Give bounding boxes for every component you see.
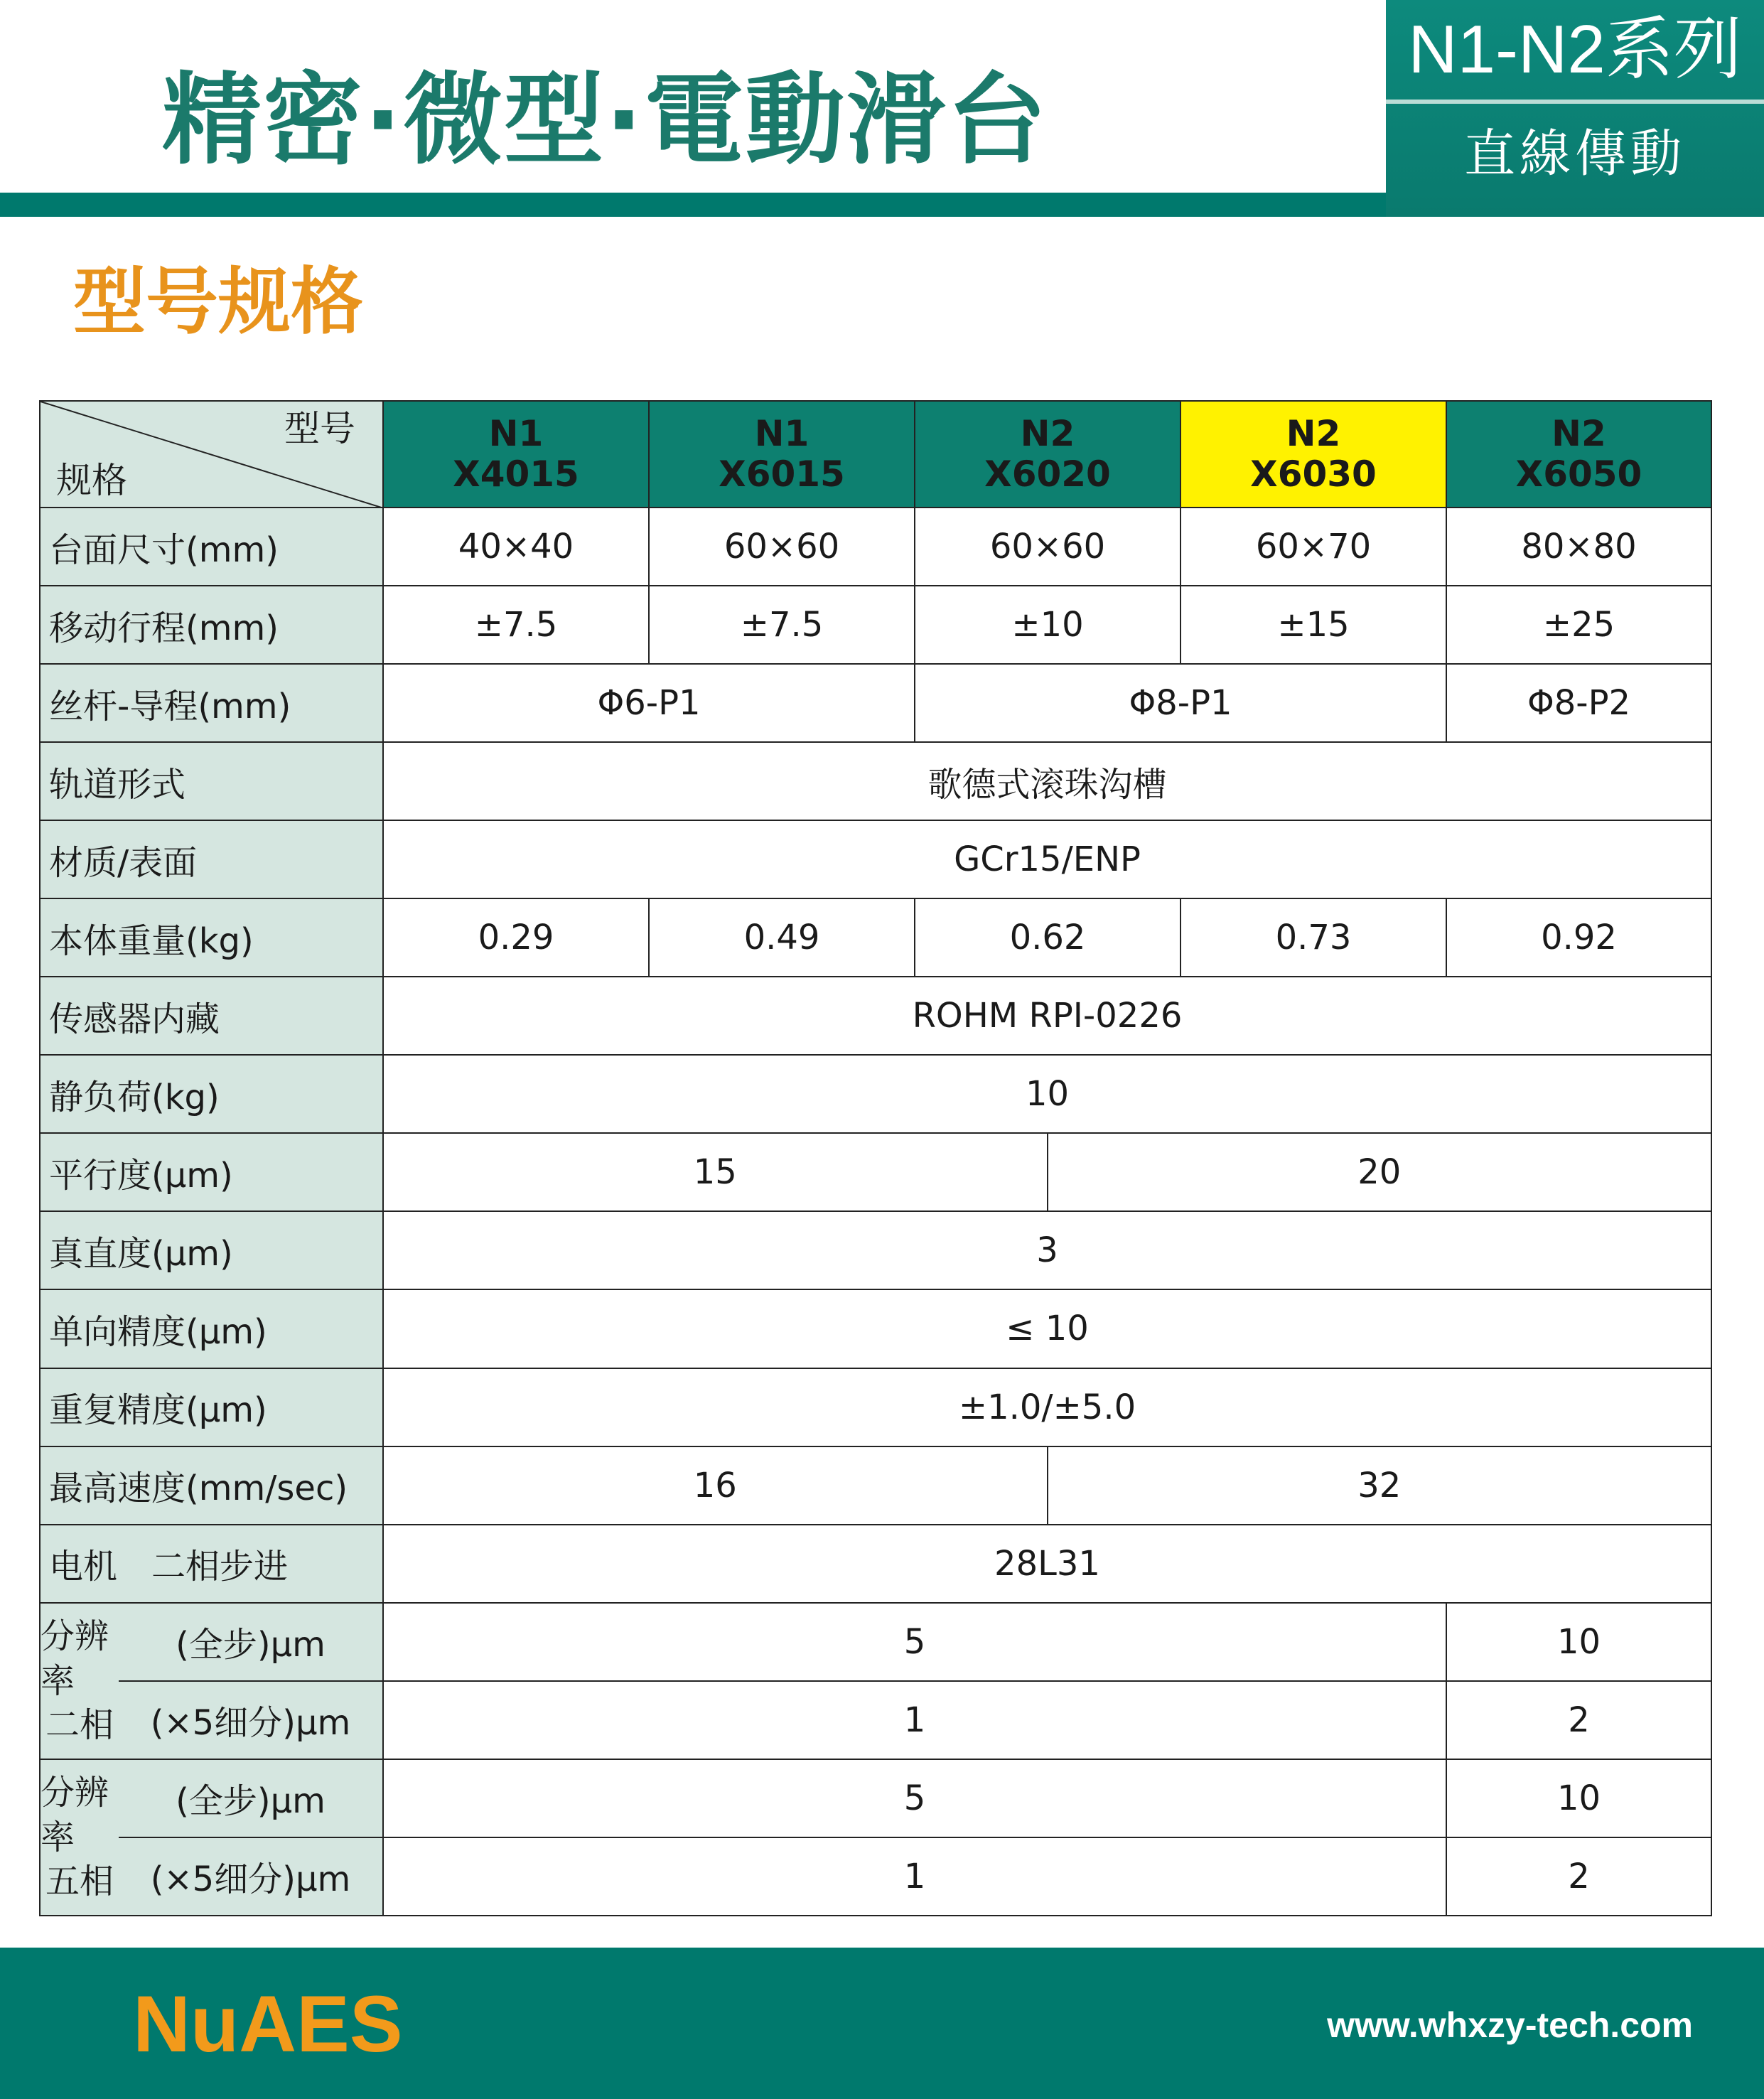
table-cell: GCr15/ENP — [383, 820, 1711, 898]
series-divider — [1386, 100, 1764, 104]
table-row — [40, 1055, 1711, 1133]
table-cell: 16 — [384, 1447, 1048, 1524]
model-series: N2 — [1286, 412, 1341, 454]
table-cell: 10 — [1446, 1759, 1711, 1837]
table-row — [40, 977, 1711, 1055]
table-cell: 5 — [383, 1759, 1446, 1837]
model-series: N2 — [1020, 412, 1075, 454]
table-cell: ROHM RPI-0226 — [383, 977, 1711, 1055]
table-row — [40, 898, 1711, 977]
row-label: 单向精度(μm) — [40, 1289, 383, 1368]
table-cell: 32 — [1357, 1465, 1402, 1505]
table-cell: ±25 — [1446, 586, 1711, 664]
corner-model-label: 型号 — [284, 408, 355, 449]
table-cell: 5 — [383, 1603, 1446, 1681]
model-code: X6020 — [984, 453, 1111, 495]
table-cell: 0.73 — [1181, 898, 1446, 977]
table-cell: ≤ 10 — [383, 1289, 1711, 1368]
model-series: N1 — [488, 412, 544, 454]
model-code: X6030 — [1250, 453, 1377, 495]
table-cell: 2 — [1446, 1837, 1711, 1916]
table-cell: Φ8-P2 — [1446, 664, 1711, 742]
model-header — [383, 401, 649, 508]
row-label: 本体重量(kg) — [40, 898, 383, 977]
table-cell: 歌德式滚珠沟槽 — [383, 742, 1711, 820]
model-header — [649, 401, 915, 508]
series-title: N1-N2系列 — [1408, 11, 1742, 87]
section-title: 型号规格 — [73, 260, 363, 345]
split-cell — [383, 1133, 1711, 1211]
corner-cell — [40, 401, 383, 508]
series-subtitle: 直線傳動 — [1463, 124, 1686, 183]
table-row — [40, 1368, 1711, 1446]
row-label: 材质/表面 — [40, 820, 383, 898]
table-row — [40, 1603, 1711, 1681]
row-label: 台面尺寸(mm) — [40, 508, 383, 586]
table-row — [40, 1446, 1711, 1525]
table-cell: 40×40 — [383, 508, 649, 586]
table-row — [40, 1837, 1711, 1916]
table-row — [40, 1211, 1711, 1289]
table-row — [40, 1133, 1711, 1211]
model-header — [1446, 401, 1711, 508]
row-label: 平行度(μm) — [40, 1133, 383, 1211]
model-code: X6015 — [719, 453, 845, 495]
row-label: 电机 二相步进 — [40, 1525, 383, 1603]
table-cell: ±10 — [915, 586, 1181, 664]
table-cell: ±15 — [1181, 586, 1446, 664]
spec-table — [39, 400, 1712, 1916]
table-row — [40, 1681, 1711, 1759]
model-code: X4015 — [453, 453, 579, 495]
phase-label: 二相 — [45, 1705, 114, 1745]
model-header-highlighted — [1181, 401, 1446, 508]
table-row — [40, 1759, 1711, 1837]
table-header-row — [40, 401, 1711, 508]
table-cell: 60×60 — [915, 508, 1181, 586]
series-badge — [1386, 0, 1764, 217]
table-cell: 15 — [384, 1134, 1048, 1210]
row-label: 移动行程(mm) — [40, 586, 383, 664]
table-cell: 28L31 — [383, 1525, 1711, 1603]
model-code: X6050 — [1515, 453, 1642, 495]
table-row — [40, 742, 1711, 820]
website-url[interactable]: www.whxzy-tech.com — [1327, 2005, 1693, 2045]
page-title: 精密·微型·電動滑台 — [162, 63, 1048, 178]
table-row — [40, 820, 1711, 898]
table-row — [40, 508, 1711, 586]
resolution-5phase-label — [40, 1759, 119, 1916]
table-cell: 0.49 — [649, 898, 915, 977]
table-cell: Φ8-P1 — [915, 664, 1446, 742]
table-row — [40, 1525, 1711, 1603]
row-label: 轨道形式 — [40, 742, 383, 820]
footer — [0, 1948, 1764, 2099]
table-cell: 0.62 — [915, 898, 1181, 977]
table-cell: 1 — [383, 1681, 1446, 1759]
model-series: N2 — [1551, 412, 1606, 454]
model-header — [915, 401, 1181, 508]
table-cell: 10 — [1446, 1603, 1711, 1681]
table-cell: 80×80 — [1446, 508, 1711, 586]
table-cell: 0.29 — [383, 898, 649, 977]
model-series: N1 — [754, 412, 810, 454]
row-label: 重复精度(μm) — [40, 1368, 383, 1446]
table-cell: 1 — [383, 1837, 1446, 1916]
table-cell: 0.92 — [1446, 898, 1711, 977]
table-row — [40, 586, 1711, 664]
table-cell: ±7.5 — [649, 586, 915, 664]
row-sublabel: (全步)μm — [119, 1759, 383, 1837]
corner-spec-label: 规格 — [56, 459, 127, 501]
row-label: 最高速度(mm/sec) — [40, 1446, 383, 1525]
table-cell: 60×70 — [1181, 508, 1446, 586]
row-label: 静负荷(kg) — [40, 1055, 383, 1133]
row-label: 真直度(μm) — [40, 1211, 383, 1289]
resolution-label: 分辨率 — [41, 1616, 109, 1701]
table-cell: 20 — [1357, 1152, 1402, 1193]
table-cell: Φ6-P1 — [383, 664, 915, 742]
row-sublabel: (全步)μm — [119, 1603, 383, 1681]
table-cell: 10 — [383, 1055, 1711, 1133]
row-label: 传感器内藏 — [40, 977, 383, 1055]
phase-label: 五相 — [45, 1862, 114, 1902]
resolution-label: 分辨率 — [41, 1773, 109, 1857]
table-cell: ±1.0/±5.0 — [383, 1368, 1711, 1446]
brand-logo: NuAES — [133, 1980, 403, 2068]
table-row — [40, 664, 1711, 742]
table-row — [40, 1289, 1711, 1368]
row-sublabel: (×5细分)μm — [119, 1681, 383, 1759]
table-cell: 60×60 — [649, 508, 915, 586]
row-sublabel: (×5细分)μm — [119, 1837, 383, 1916]
table-cell: 3 — [383, 1211, 1711, 1289]
split-cell — [383, 1446, 1711, 1525]
table-cell: ±7.5 — [383, 586, 649, 664]
table-cell: 2 — [1446, 1681, 1711, 1759]
resolution-2phase-label — [40, 1603, 119, 1759]
row-label: 丝杆-导程(mm) — [40, 664, 383, 742]
